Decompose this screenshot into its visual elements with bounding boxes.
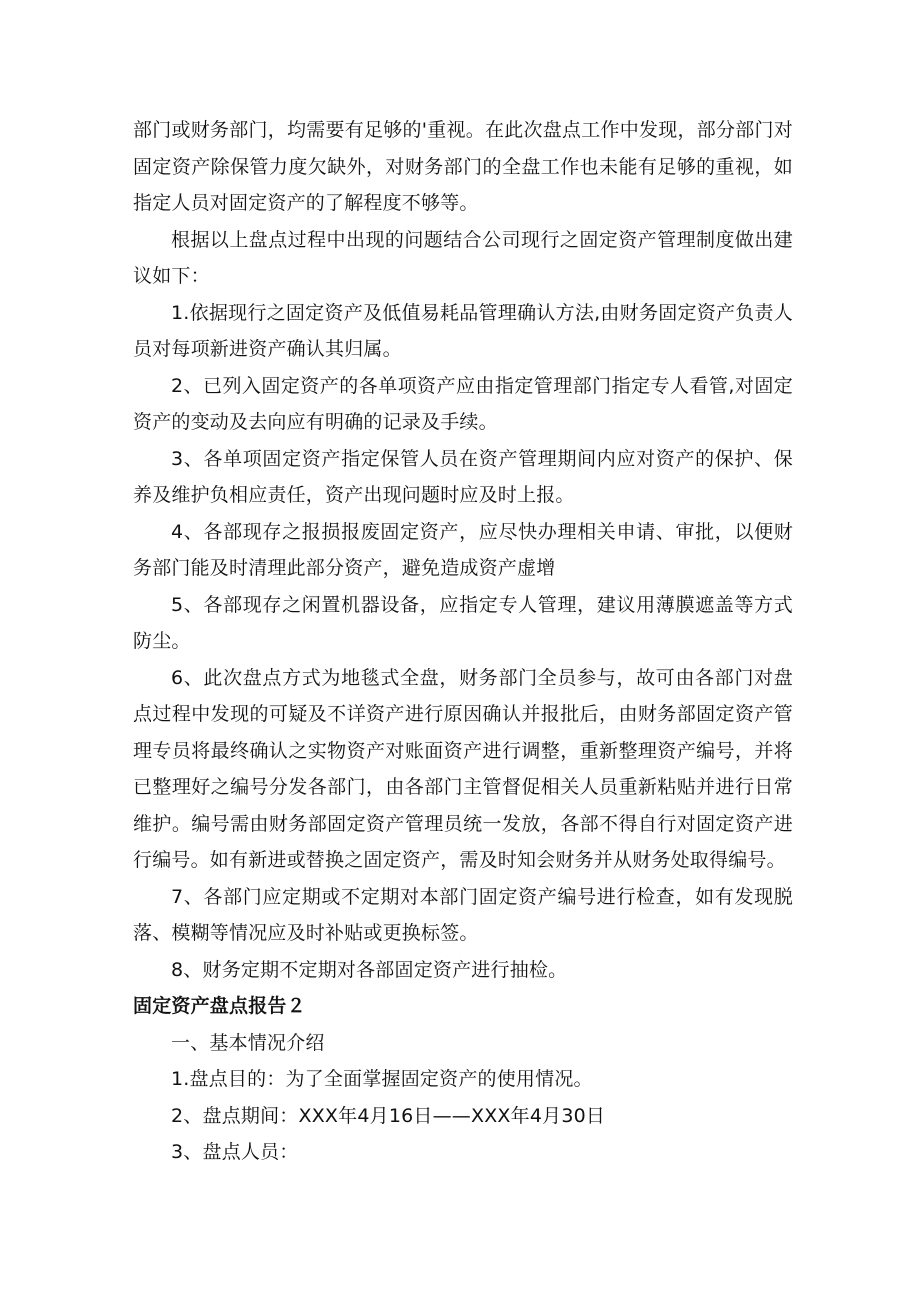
paragraph-item-8: 8、财务定期不定期对各部固定资产进行抽检。 [171, 958, 568, 981]
paragraph-item-6: 6、此次盘点方式为地毯式全盘，财务部门全员参与，故可由各部门对盘点过程中发现的可疑及不详资产进行原因确认并报批后，由财务部固定资产管理专员将最终确认之实物资产对账面资产进行调整，重新整理资产编号，并将已整理好之编号分发各部门，由各部门主管督促相关人员重新粘贴并进行日常维护。编号需由财务部固定资产管理员统一发放，各部不得自行对固定资产进行编号。如有新进或替换之固定资产，需及时知会财务并从财务处取得编号。 [133, 666, 793, 871]
paragraph-item-5: 5、各部现存之闲置机器设备，应指定专人管理，建议用薄膜遮盖等方式防尘。 [133, 593, 793, 652]
report-heading: 固定资产盘点报告２ [133, 995, 306, 1017]
paragraph-item-7: 7、各部门应定期或不定期对本部门固定资产编号进行检查，如有发现脱落、模糊等情况应及时补贴或更换标签。 [133, 885, 793, 944]
paragraph-item-2: 2、已列入固定资产的各单项资产应由指定管理部门指定专人看管,对固定资产的变动及去向应有明确的记录及手续。 [133, 374, 793, 433]
inventory-personnel: 3、盘点人员： [171, 1141, 299, 1163]
paragraph-item-3: 3、各单项固定资产指定保管人员在资产管理期间内应对资产的保护、保养及维护负相应责任，资产出现问题时应及时上报。 [133, 447, 793, 506]
document-body [133, 112, 793, 1171]
section-title-basic-info: 一、基本情况介绍 [171, 1031, 325, 1054]
paragraph-intro: 部门或财务部门，均需要有足够的'重视。在此次盘点工作中发现，部分部门对固定资产除保管力度欠缺外，对财务部门的全盘工作也未能有足够的重视，如指定人员对固定资产的了解程度不够等。 [133, 119, 793, 214]
paragraph-item-1: 1.依据现行之固定资产及低值易耗品管理确认方法,由财务固定资产负责人员对每项新进资产确认其归属。 [133, 301, 793, 360]
paragraph-item-4: 4、各部现存之报损报废固定资产，应尽快办理相关申请、审批，以便财务部门能及时清理此部分资产，避免造成资产虚增 [133, 520, 793, 579]
paragraph-suggestion-lead: 根据以上盘点过程中出现的问题结合公司现行之固定资产管理制度做出建议如下： [133, 228, 793, 287]
inventory-purpose: 1.盘点目的：为了全面掌握固定资产的使用情况。 [171, 1068, 593, 1090]
inventory-period: 2、盘点期间：XXX年4月16日——XXX年4月30日 [171, 1104, 606, 1127]
